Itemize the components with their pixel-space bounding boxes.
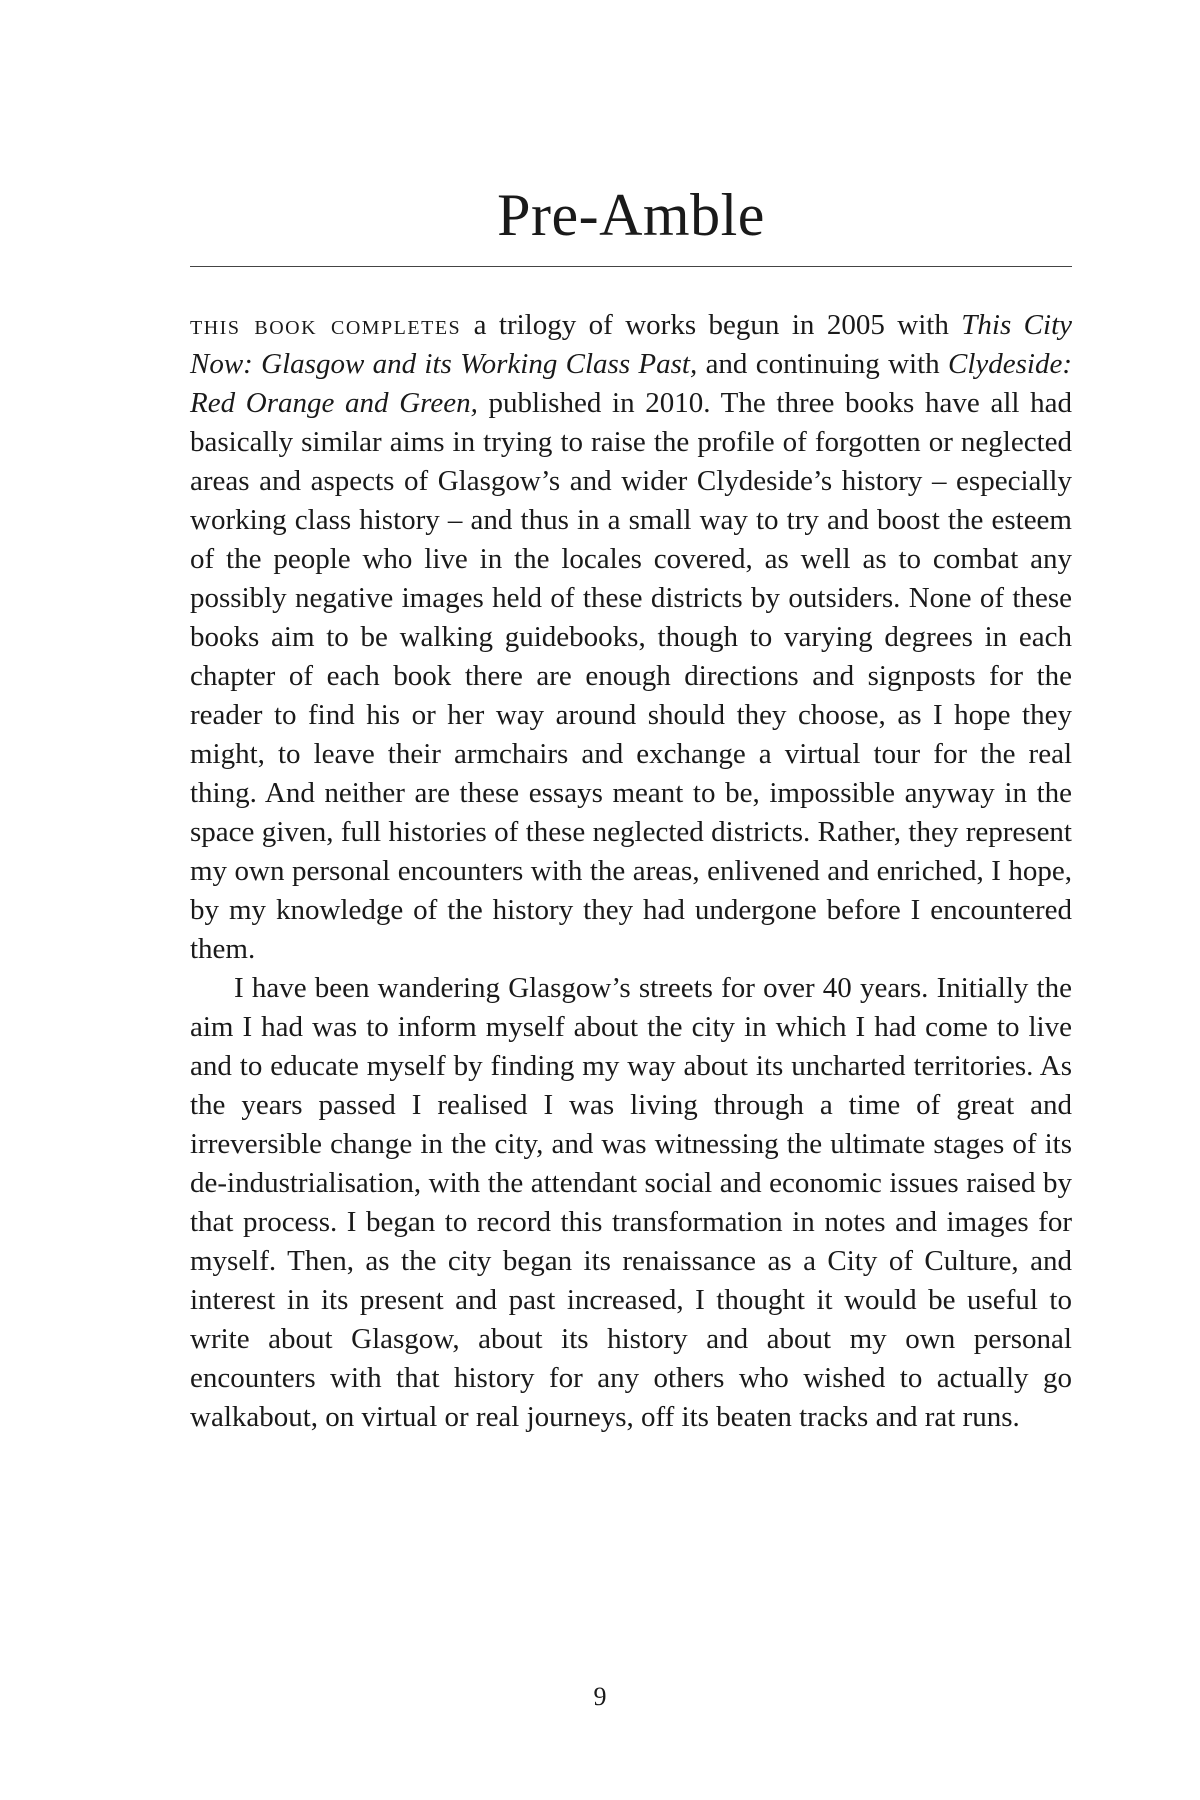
lead-in-small-caps: this book completes	[190, 309, 462, 341]
chapter-title: Pre-Amble	[497, 182, 765, 248]
title-divider	[190, 266, 1072, 267]
paragraph-1-text-c: published in 2010. The three books have all had basically similar aims in trying to raise the profile of forgotten or neglected areas and aspects of Glasgow’s and wider Clydeside’s history – especially working class history – and thus in a small way to try and boost the esteem of the people who live in the locales covered, as well as to combat any possibly negative images held of these districts by outsiders. None of these books aim to be walking guidebooks, though to varying degrees in each chapter of each book there are enough directions and signposts for the reader to find his or her way around should they choose, as I hope they might, to leave their armchairs and exchange a virtual tour for the real thing. And neither are these essays meant to be, impossible anyway in the space given, full histories of these neglected districts. Rather, they represent my own personal encounters with the areas, enlivened and enriched, I hope, by my knowledge of the history they had undergone before I encountered them.	[190, 387, 1072, 965]
body-text	[190, 306, 1072, 1437]
paragraph-1	[190, 306, 1072, 969]
paragraph-2: I have been wandering Glasgow’s streets for over 40 years. Initially the aim I had was to inform myself about the city in which I had come to live and to educate myself by finding my way about its uncharted territories. As the years passed I realised I was living through a time of great and irreversible change in the city, and was witnessing the ultimate stages of its de-industrialisation, with the attendant social and economic issues raised by that process. I began to record this transformation in notes and images for myself. Then, as the city began its renaissance as a City of Culture, and interest in its present and past increased, I thought it would be useful to write about Glasgow, about its history and about my own personal encounters with that history for any others who wished to actually go walkabout, on virtual or real journeys, off its beaten tracks and rat runs.	[190, 972, 1072, 1433]
book-title-this-city-now: This City Now: Glasgow and its Working Class Past,	[190, 309, 1072, 380]
paragraph-1-text-a: a trilogy of works begun in 2005 with	[461, 309, 962, 341]
page-number: 9	[593, 1682, 607, 1711]
book-title-clydeside: Clydeside: Red Orange and Green,	[190, 348, 1072, 419]
paragraph-1-text-b: and continuing with	[697, 348, 948, 380]
